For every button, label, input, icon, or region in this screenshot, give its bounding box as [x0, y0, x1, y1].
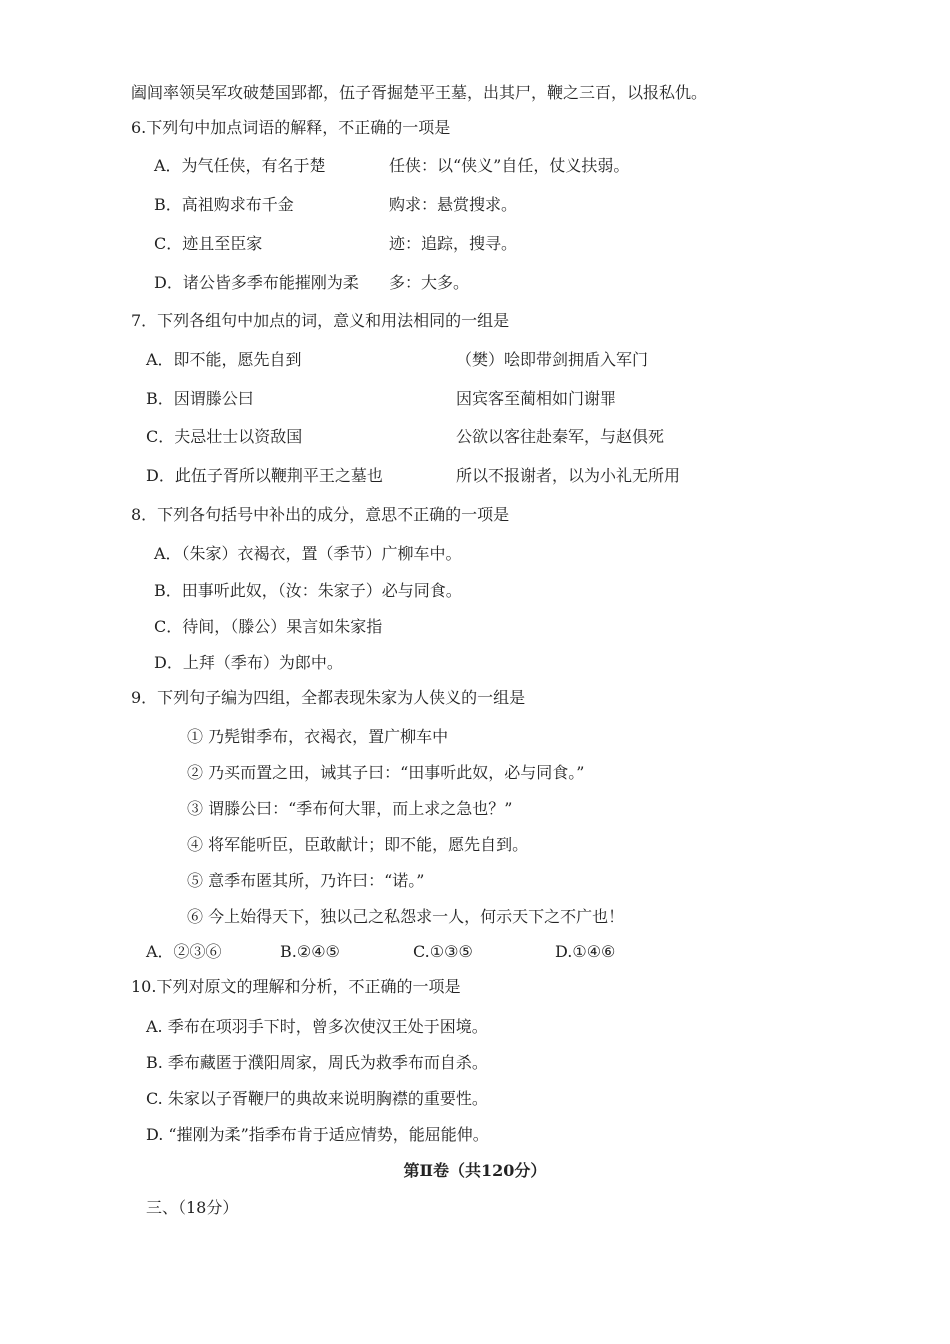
option: D. “摧刚为柔”指季布肯于适应情势，能屈能伸。: [146, 1125, 489, 1144]
option-right: 所以不报谢者，以为小礼无所用: [456, 466, 681, 485]
option: C. 朱家以子胥鞭尸的典故来说明胸襟的重要性。: [146, 1089, 488, 1108]
answer-choice: B.②④⑤: [280, 942, 340, 961]
option-right: （樊）哙即带剑拥盾入军门: [456, 350, 649, 369]
section-title: 第Ⅱ卷（共120分）: [403, 1161, 547, 1180]
option-left: D．此伍子胥所以鞭荆平王之墓也: [146, 466, 383, 485]
option-gloss: 多：大多。: [389, 273, 470, 292]
numbered-item: ⑥ 今上始得天下，独以己之私怨求一人，何示天下之不广也！: [187, 907, 625, 926]
question-stem: 6.下列句中加点词语的解释，不正确的一项是: [131, 118, 451, 137]
option-left: C．夫忌壮士以资敌国: [146, 427, 303, 446]
option-sentence: A．为气任侠，有名于楚: [154, 156, 326, 175]
numbered-item: ① 乃髡钳季布，衣褐衣，置广柳车中: [187, 727, 449, 746]
numbered-item: ⑤ 意季布匿其所，乃许曰：“诺。”: [187, 871, 425, 890]
option: A．（朱家）衣褐衣，置（季节）广柳车中。: [154, 544, 462, 563]
question-stem: 7．下列各组句中加点的词，意义和用法相同的一组是: [131, 311, 510, 330]
option: B. 季布藏匿于濮阳周家，周氏为救季布而自杀。: [146, 1053, 488, 1072]
section-heading: 三、（18分）: [146, 1198, 239, 1217]
option-gloss: 任侠：以“侠义”自任，仗义扶弱。: [389, 156, 630, 175]
question-stem: 8．下列各句括号中补出的成分，意思不正确的一项是: [131, 505, 510, 524]
question-stem: 10.下列对原文的理解和分析，不正确的一项是: [131, 977, 461, 996]
numbered-item: ② 乃买而置之田，诫其子曰：“田事听此奴，必与同食。”: [187, 763, 585, 782]
option: C．待间，（滕公）果言如朱家指: [154, 617, 383, 636]
numbered-item: ③ 谓滕公曰：“季布何大罪，而上求之急也？”: [187, 799, 513, 818]
option-sentence: B．高祖购求布千金: [154, 195, 294, 214]
answer-choice: C.①③⑤: [413, 942, 473, 961]
option: D．上拜（季布）为郎中。: [154, 653, 343, 672]
option: B．田事听此奴，（汝：朱家子）必与同食。: [154, 581, 462, 600]
option: A. 季布在项羽手下时，曾多次使汉王处于困境。: [146, 1017, 488, 1036]
question-stem: 9．下列句子编为四组，全都表现朱家为人侠义的一组是: [131, 688, 526, 707]
option-left: B．因谓滕公曰: [146, 389, 254, 408]
answer-choice: A．②③⑥: [146, 942, 222, 961]
option-sentence: D．诸公皆多季布能摧刚为柔: [154, 273, 359, 292]
intro-line: 阖闾率领吴军攻破楚国郢都，伍子胥掘楚平王墓，出其尸，鞭之三百，以报私仇。: [131, 83, 708, 102]
option-gloss: 迹：追踪，搜寻。: [389, 234, 518, 253]
option-right: 因宾客至蔺相如门谢罪: [456, 389, 617, 408]
option-right: 公欲以客往赴秦军，与赵俱死: [456, 427, 665, 446]
option-left: A．即不能，愿先自到: [146, 350, 302, 369]
answer-choice: D.①④⑥: [555, 942, 616, 961]
numbered-item: ④ 将军能听臣，臣敢献计；即不能，愿先自到。: [187, 835, 529, 854]
option-sentence: C．迹且至臣家: [154, 234, 263, 253]
option-gloss: 购求：悬赏搜求。: [389, 195, 518, 214]
